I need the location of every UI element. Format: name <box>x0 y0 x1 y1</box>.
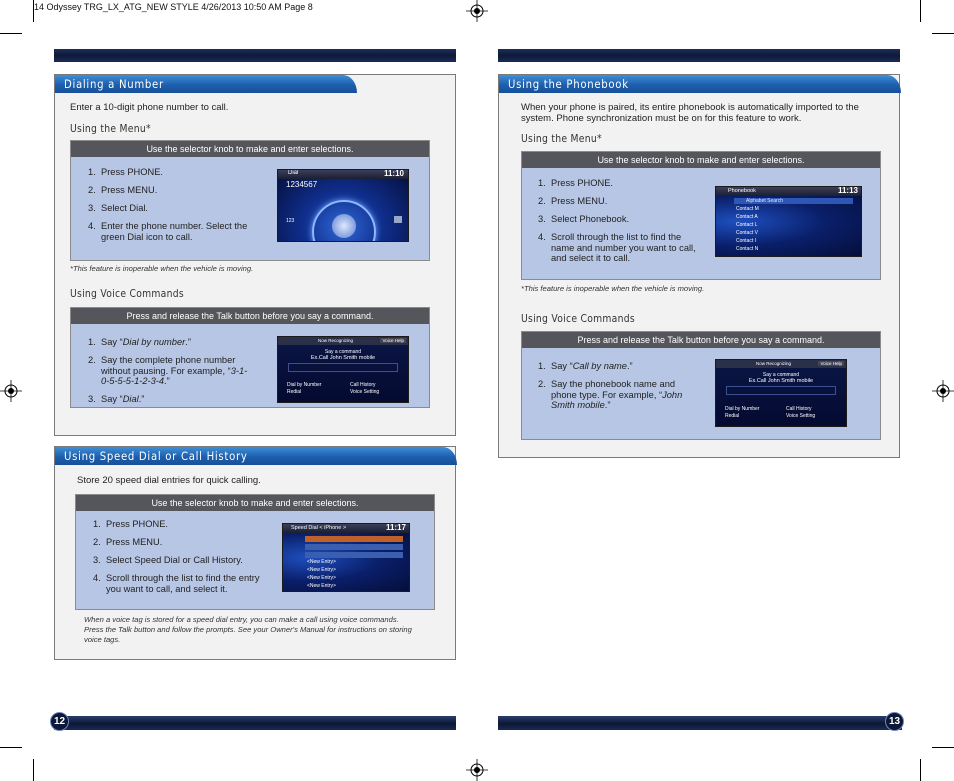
screen-help: Voice Help <box>820 361 842 366</box>
footer-bar-left <box>54 716 456 730</box>
list-item: 3. Select Speed Dial or Call History. <box>93 555 243 565</box>
screen-example: Ex.Call John Smith mobile <box>310 355 376 361</box>
list-item: Contact I <box>736 238 757 244</box>
phonebook-menu-heading: Using the Menu* <box>521 133 602 145</box>
phonebook-intro: When your phone is paired, its entire phonebook is automatically imported to the system. Phone synchronization must be on for this feature to work. <box>521 102 859 124</box>
screen-number: 1234567 <box>286 180 318 189</box>
phonebook-menu-box <box>521 151 881 280</box>
registration-mark-icon <box>466 0 488 22</box>
crop-mark <box>932 33 954 34</box>
dialing-menu-steps <box>88 167 248 250</box>
registration-mark-icon <box>0 380 22 402</box>
screen-tag: 123 <box>286 218 295 224</box>
screen-time: 11:17 <box>385 523 406 532</box>
phonebook-footnote: *This feature is inoperable when the vehicle is moving. <box>521 284 705 293</box>
list-item: Contact A <box>736 214 758 220</box>
header-bar-right <box>498 49 900 62</box>
crop-mark <box>932 747 954 748</box>
list-item: 2. Say the complete phone number without pausing. For example, “3-1-0-5-5-5-1-2-3-4.” <box>88 355 248 386</box>
speed-dial-screen-image <box>282 523 410 592</box>
phonebook-voice-heading: Using Voice Commands <box>521 313 635 325</box>
speed-dial-panel <box>54 446 456 660</box>
screen-title: Phonebook <box>728 188 756 194</box>
screen-search: Alphabet Search <box>746 198 783 204</box>
list-item: <New Entry> <box>307 559 336 565</box>
dial-screen-image <box>277 169 409 242</box>
list-item: 3. Say “Dial.” <box>88 394 145 404</box>
screen-option: Dial by Number <box>725 406 760 412</box>
list-item: 1. Press PHONE. <box>88 167 163 177</box>
screen-example: Ex.Call John Smith mobile <box>748 378 814 384</box>
screen-time: 11:10 <box>383 169 404 178</box>
footer-bar-right <box>498 716 902 730</box>
list-item: <New Entry> <box>307 575 336 581</box>
crop-mark <box>920 0 921 22</box>
list-item: <New Entry> <box>307 583 336 589</box>
dialing-voice-steps <box>88 337 248 412</box>
list-item: 4. Enter the phone number. Select the green Dial icon to call. <box>88 221 248 242</box>
phonebook-panel <box>498 74 900 458</box>
list-item: Contact M <box>736 206 759 212</box>
screen-option: Voice Setting <box>786 413 816 419</box>
dialing-intro: Enter a 10-digit phone number to call. <box>70 102 229 113</box>
list-item: 1. Say “Call by name.” <box>538 361 633 371</box>
screen-option: Voice Setting <box>350 389 380 395</box>
list-item: 4. Scroll through the list to find the name and number you want to call, and select it to call. <box>538 232 696 263</box>
screen-option: Call History <box>786 406 812 412</box>
list-item: 3. Select Dial. <box>88 203 149 213</box>
list-item: 2. Press MENU. <box>93 537 163 547</box>
screen-help: Voice Help <box>382 338 404 343</box>
dialing-footnote: *This feature is inoperable when the vehicle is moving. <box>70 264 254 273</box>
screen-status: Now Recognizing <box>318 338 354 343</box>
list-item: 1. Say “Dial by number.” <box>88 337 191 347</box>
screen-status: Now Recognizing <box>756 361 792 366</box>
phonebook-screen-image <box>715 186 862 257</box>
speed-dial-intro: Store 20 speed dial entries for quick calling. <box>77 475 261 486</box>
list-item: Contact L <box>736 222 758 228</box>
list-item: 2. Press MENU. <box>88 185 158 195</box>
speed-dial-note: When a voice tag is stored for a speed dial entry, you can make a call using voice commands. Press the Talk button and follow the prompts. See your Owner's Manual for instructions on storing voice tags. <box>84 615 412 644</box>
dialing-voice-heading: Using Voice Commands <box>70 288 184 300</box>
instruction-bar: Press and release the Talk button before you say a command. <box>71 308 429 324</box>
phonebook-menu-steps <box>538 178 701 271</box>
screen-option: Redial <box>725 413 740 419</box>
screen-option: Redial <box>287 389 302 395</box>
header-bar-left <box>54 49 456 62</box>
instruction-bar: Use the selector knob to make and enter selections. <box>522 152 880 168</box>
speed-dial-steps <box>93 519 268 602</box>
instruction-bar: Press and release the Talk button before you say a command. <box>522 332 880 348</box>
list-item: 3. Select Phonebook. <box>538 214 630 224</box>
list-item: Contact N <box>736 246 759 252</box>
screen-option: Dial by Number <box>287 382 322 388</box>
speed-dial-box <box>75 494 435 610</box>
list-item: 1. Press PHONE. <box>93 519 168 529</box>
registration-mark-icon <box>932 380 954 402</box>
page-number-right: 13 <box>885 712 904 731</box>
dialing-voice-box <box>70 307 430 408</box>
list-item: 2. Press MENU. <box>538 196 608 206</box>
list-item: Contact V <box>736 230 758 236</box>
instruction-bar: Use the selector knob to make and enter selections. <box>71 141 429 157</box>
screen-option: Call History <box>350 382 376 388</box>
registration-mark-icon <box>466 759 488 781</box>
voice-screen-image <box>277 336 409 403</box>
speed-dial-title: Using Speed Dial or Call History <box>55 447 457 465</box>
dialing-panel <box>54 74 456 436</box>
crop-mark <box>920 759 921 781</box>
screen-title: Dial <box>288 170 299 176</box>
crop-mark <box>0 747 22 748</box>
list-item: <New Entry> <box>307 567 336 573</box>
page-number-left: 12 <box>50 712 69 731</box>
screen-time: 11:13 <box>837 186 858 195</box>
print-slug: 14 Odyssey TRG_LX_ATG_NEW STYLE 4/26/2013 10:50 AM Page 8 <box>34 2 313 12</box>
phonebook-voice-steps <box>538 361 701 418</box>
list-item: 1. Press PHONE. <box>538 178 613 188</box>
crop-mark <box>33 0 34 22</box>
screen-say: Say a command <box>324 349 362 355</box>
dialing-menu-box <box>70 140 430 261</box>
dialing-title: Dialing a Number <box>55 75 357 93</box>
phonebook-title: Using the Phonebook <box>499 75 901 93</box>
screen-title: Speed Dial < iPhone > <box>291 525 347 531</box>
phonebook-voice-box <box>521 331 881 440</box>
screen-say: Say a command <box>762 372 800 378</box>
dialing-menu-heading: Using the Menu* <box>70 123 151 135</box>
instruction-bar: Use the selector knob to make and enter selections. <box>76 495 434 511</box>
voice-screen-image <box>715 359 847 427</box>
list-item: 4. Scroll through the list to find the entry you want to call, and select it. <box>93 573 260 594</box>
crop-mark <box>0 33 22 34</box>
list-item: 2. Say the phonebook name and phone type. For example, “John Smith mobile.” <box>538 379 683 410</box>
crop-mark <box>33 759 34 781</box>
